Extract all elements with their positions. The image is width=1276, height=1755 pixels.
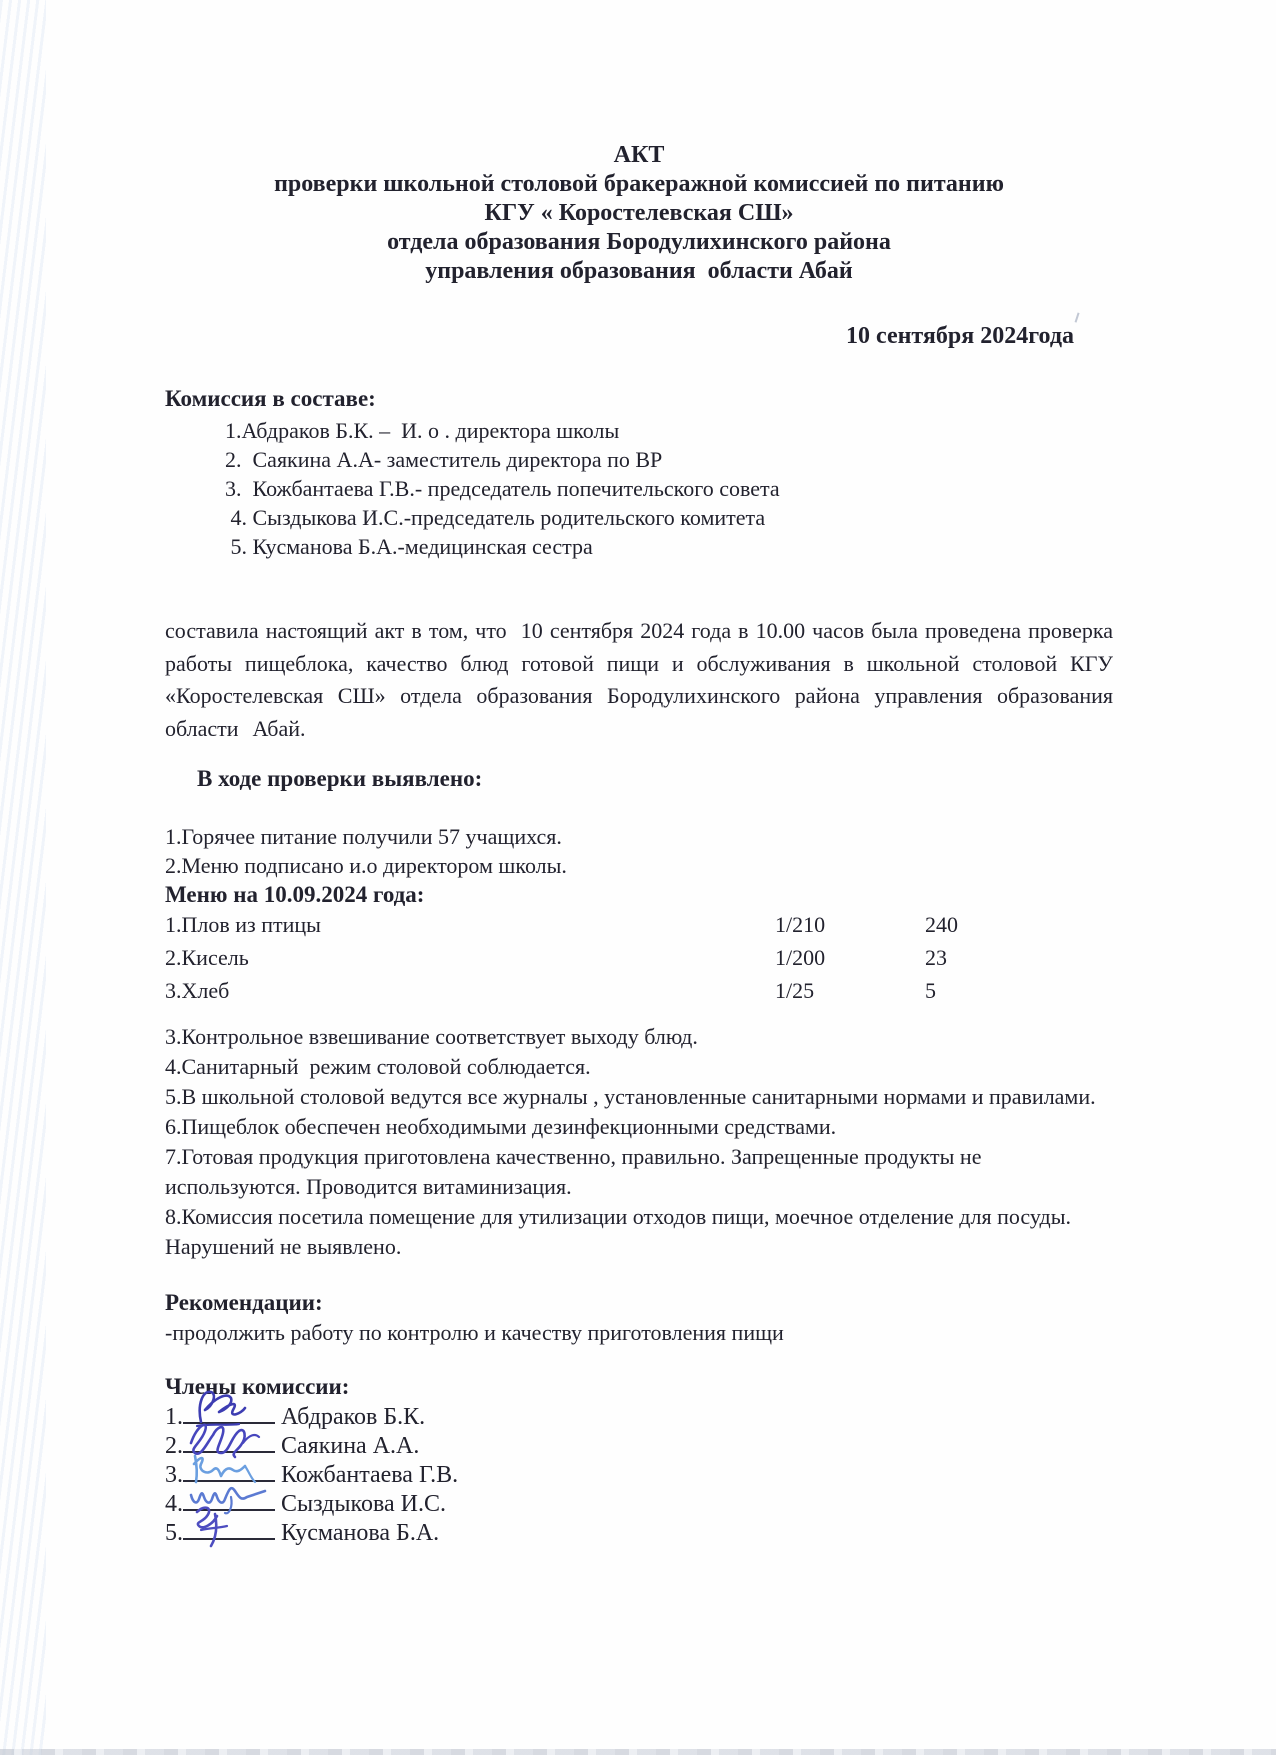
signature-number: 4. xyxy=(165,1491,183,1517)
finding-item: 7.Готовая продукция приготовлена качественно, правильно. Запрещенные продукты не используются. Проводится витаминизация. xyxy=(165,1144,987,1199)
recommendations-heading: Рекомендации: xyxy=(165,1290,323,1315)
recommendations-section xyxy=(165,1288,1113,1348)
portion-size: 1/200 xyxy=(775,945,826,970)
signature-name: Абдраков Б.К. xyxy=(281,1404,426,1430)
dish-name: 3.Хлеб xyxy=(165,978,230,1003)
commission-member: 5. Кусманова Б.А.-медицинская сестра xyxy=(225,534,593,559)
findings-post-menu xyxy=(165,1022,1113,1262)
menu-heading: Меню на 10.09.2024 года: xyxy=(165,882,425,907)
finding-item: 2.Меню подписано и.о директором школы. xyxy=(165,853,567,878)
title-line: проверки школьной столовой бракеражной комиссией по питанию xyxy=(274,171,1004,197)
commission-member: 2. Саякина А.А- заместитель директора по ВР xyxy=(225,447,663,472)
dish-name: 1.Плов из птицы xyxy=(165,912,321,937)
signature-row xyxy=(165,1460,765,1489)
signature-line xyxy=(183,1460,275,1482)
signature-name: Кожбантаева Г.В. xyxy=(281,1462,459,1488)
commission-member: 3. Кожбантаева Г.В.- председатель попечительского совета xyxy=(225,476,780,501)
signature-row xyxy=(165,1489,765,1518)
commission-member: 4. Сыздыкова И.С.-председатель родительского комитета xyxy=(225,505,766,530)
scan-bottom-edge xyxy=(0,1749,1276,1755)
title-line: АКТ xyxy=(613,142,665,168)
document-title xyxy=(165,141,1113,286)
signature-number: 1. xyxy=(165,1404,183,1430)
title-line: управления образования области Абай xyxy=(425,258,853,284)
signature-name: Сыздыкова И.С. xyxy=(281,1491,446,1517)
title-line: отдела образования Бородулихинского района xyxy=(387,229,891,255)
scan-speck xyxy=(1075,312,1083,323)
menu-table xyxy=(165,908,1113,1007)
signature-name: Саякина А.А. xyxy=(281,1433,420,1459)
dish-name: 2.Кисель xyxy=(165,945,249,970)
portion-size: 1/210 xyxy=(775,912,826,937)
portion-count: 240 xyxy=(925,912,958,937)
title-line: КГУ « Коростелевская СШ» xyxy=(484,200,794,226)
signature-line xyxy=(183,1431,275,1453)
signatures-section xyxy=(165,1402,765,1547)
commission-section xyxy=(165,386,1113,561)
finding-item: 3.Контрольное взвешивание соответствует выходу блюд. xyxy=(165,1024,698,1049)
findings-heading: В ходе проверки выявлено: xyxy=(197,766,483,791)
finding-item: 5.В школьной столовой ведутся все журналы , установленные санитарными нормами и правилами. xyxy=(165,1084,1096,1109)
menu-row xyxy=(165,974,1113,1007)
recommendation-item: -продолжить работу по контролю и качеству приготовления пищи xyxy=(165,1320,784,1345)
portion-size: 1/25 xyxy=(775,978,815,1003)
menu-row xyxy=(165,941,1113,974)
signature-row xyxy=(165,1431,765,1460)
findings-pre-menu xyxy=(165,822,1113,909)
act-statement-paragraph: составила настоящий акт в том, что 10 сентября 2024 года в 10.00 часов была проведена проверка работы пищеблока, качество блюд готовой пищи и обслуживания в школьной столовой КГУ «Коростелевская СШ» отдела образования Бородулихинского района управления образования области Абай. xyxy=(165,618,1127,741)
signature-number: 2. xyxy=(165,1433,183,1459)
signature-line xyxy=(183,1518,275,1540)
commission-member: 1.Абдраков Б.К. – И. о . директора школы xyxy=(225,418,620,443)
signature-name: Кусманова Б.А. xyxy=(281,1520,440,1546)
finding-item: 1.Горячее питание получили 57 учащихся. xyxy=(165,824,562,849)
portion-count: 5 xyxy=(925,978,936,1003)
document-date: 10 сентября 2024года xyxy=(846,323,1074,349)
finding-item: 6.Пищеблок обеспечен необходимыми дезинфекционными средствами. xyxy=(165,1114,837,1139)
finding-item: 4.Санитарный режим столовой соблюдается. xyxy=(165,1054,591,1079)
signature-number: 5. xyxy=(165,1520,183,1546)
signatures-heading: Члены комиссии: xyxy=(165,1374,350,1399)
finding-item: 8.Комиссия посетила помещение для утилизации отходов пищи, моечное отделение для посуды. Нарушений не выявлено. xyxy=(165,1204,1077,1259)
signature-line xyxy=(183,1489,275,1511)
commission-heading: Комиссия в составе: xyxy=(165,386,376,411)
portion-count: 23 xyxy=(925,945,947,970)
signature-row xyxy=(165,1518,765,1547)
menu-row xyxy=(165,908,1113,941)
signature-row xyxy=(165,1402,765,1431)
signature-line xyxy=(183,1402,275,1424)
signature-number: 3. xyxy=(165,1462,183,1488)
